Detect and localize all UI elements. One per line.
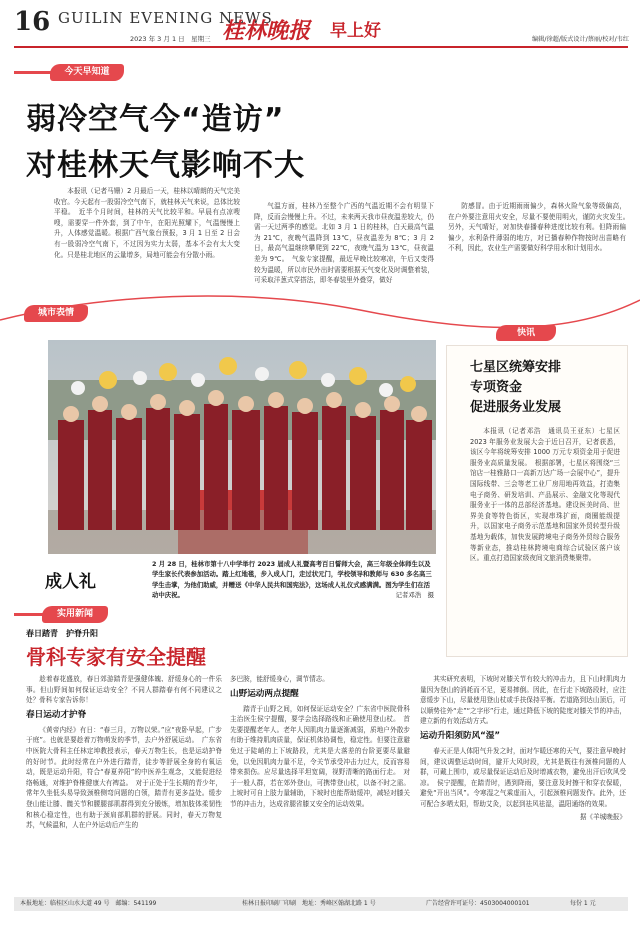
express-headline-line-3: 促进服务业发展 [470,400,562,415]
ceremony-photo [48,340,436,554]
health-paragraph-1: 《黄帝内经》有日：“春三月，万物以荣。”应“夜卧早起，广步于庭”。也就是要趁着万物萌发的季节，去户外舒展运动。 广东省中医院大骨科主任林定坤教授表示，春天万物生长，也是运动护脊的好时节。此时经常在户外进行踏青，徒步等舒展全身的有氧运动，既是运动升阳，符合“春夏养阳”的中医养生观念，又能促进经络畅通，对维护脊椎健康大有裨益。 对于正处于生长期的青少年，常年久坐低头易导致颈椎侧弯问题的白领，踏青有更多益处。缓步登山能让膝、髋关节和腰腿部肌群得到充分锻炼，增加肢体柔韧性和核心稳定性，也有助于颈肩部肌群的舒展。同时，春天万物复苏，气候温和，人在户外运动后产生的 [26,725,222,830]
express-headline [470,358,561,418]
column-tag-practical: 实用新闻 [42,606,108,623]
footer-bar [14,897,628,911]
column-tag-city: 城市表情 [24,305,88,322]
health-subhead-3: 运动升阳须防风“湿” [420,730,501,741]
column-tag-express: 快讯 [496,325,556,341]
express-headline-line-2: 专项资金 [470,380,523,395]
headline-line-1: 弱冷空气今“造访” [26,102,285,137]
express-headline-line-1: 七星区统筹安排 [470,360,562,375]
footer-address: 本报地址：临桂区山水大道 49 号 邮编：541199 [20,900,157,907]
newspaper-logo: 桂林晚报 [222,18,311,44]
photo-credit: 记者邓浩 摄 [395,591,434,600]
photo-title: 成人礼 [45,572,96,592]
article-column-3: 防感冒。由于近期雨雨偏少，森林火险气象等级偏高，在户外要注意用火安全，尽量不要使用明火，谨防火灾发生。 另外，天气晴好，对加快春播春种进度比较有利。但降雨偏偏少，水利条件薄弱的地方，对已播春种作物按时出苗略有不利，因此，农业生产需要做好科学用水和计划用水。 [448,202,633,253]
health-paragraph-2: 踏青于山野之间，如何保证运动安全？广东省中医院骨科主治医生侯宁提醒，要学会选择路线和正确使用登山杖。 首先要提醒老年人。老年人因肌肉力量逐渐减弱，质地户外散步有助于维持肌肉质量，保证机体协调性，稳定性。但要注意避免过于陡峭的上下坡路段，尤其是大落差的台阶更要尽量避免，以免因肌肉力量不足，令关节承受冲击力过大，反而容易带来损伤。应尽量选择平坦宽阔，视野清晰的路面行走。 对于一般人群，若在郊外登山，可携带登山杖，以备不时之需。上坡时可自上肢力量辅助，下坡时也能帮助缓冲，减轻对膝关节的冲击力，达成省腿省膝又安全的运动效果。 [230,704,410,808]
editor-credits: 编辑/徐超/版式设计/蔡丽/校对/韦红 [532,36,630,43]
footer-ad-license: 广告经营许可证号：4503004000101 [426,900,530,907]
article-column-2: 气温方面，桂林乃至整个广西的气温近期不会有明显下降，反而会慢慢上升。不过，未来两天我市昼夜温差较大，仍需一天过两季的感觉。北如 3 月 1 日的桂林，白天最高气温为 21℃，夜晚气温降到 13℃，昼夜温差为 8℃；3 月 2 日，最高气温继续攀爬到 22℃，夜晚气温为 13℃，昼夜温差为 9℃。 气象专家提醒，最近早晚比较寒凉，午后又变得较为温暖，所以市民外出时需要根据天气变化及时调整着装，可采取洋葱式穿搭法，即冬春装里外叠穿，做好 [254,202,434,285]
health-subhead-1: 春日运动才护脊 [26,709,87,720]
caption-text: 2 月 28 日，桂林市第十八中学举行 2023 届成人礼暨高考百日誓师大会，高三年级全体师生以及学生家长代表参加活动。踏上红地毯，步入成人门，走过状元门，学校领导和教师与 630 多名高三学生击掌，为他们助威，并赠送《中华人民共和国宪法》，这场成人礼仪式感满满。图为学生们在活动中庆祝。 [152,560,432,600]
footer-price: 每份 1 元 [570,900,596,907]
health-column-3 [420,674,626,822]
health-column-2 [230,674,410,810]
footer-printer: 桂林日报印刷厂印刷 地址：秀峰区翰湖北路 1 号 [242,900,376,907]
health-credit: 据《羊城晚报》 [579,812,626,821]
health-paragraph-2a: 多巴胺，能舒缓身心，调节情志。 [230,675,329,683]
health-column-1 [26,674,222,831]
health-paragraph-3a: 其实研究表明，下坡时对膝关节有较大的冲击力，且下山时肌肉力量因为登山的消耗而不足，更易摔倒。因此，在行走下坡路段时，应注意缓步下山，尽量使用登山杖或手扶保持平衡。若道路到达山顶后，可以顺势往外“走”“之字形”行走，通过降低下坡的陡度对膝关节的冲击，建立新的有效活动方式。 [420,675,626,726]
article-column-1: 本报讯（记者马姗）2 月最后一天，桂林以晴朗的天气完美收官。今天起有一股弱冷空气南下，就桂林天气来说，总体比较平稳。 近半个月时间，桂林的天气比较平和。早晨有点凉嗖嗖，需要穿一件外套，到了中午，在阳光照耀下，气温慢慢上升，人体感觉温暖。根据广西气象台预报，3 月 1 日至 2 日会有一股弱冷空气南下，不过因为实力太弱，基本不会有太大变化。只是桂北地区的云量增多，局地可能会有分散小雨。 [54,187,240,259]
tag-bar [14,71,54,74]
health-subhead-2: 山野运动两点提醒 [230,688,299,699]
health-paragraph-3: 春天正是人体阳气升发之时，面对乍暖还寒的天气，要注意早晚时间，建议调整运动时间，避开大风时段，尤其是既往有颈椎问题的人群，可戴上围巾，或尽量保证运动后及时增减衣物，避免出汗后吹风受凉。 侯宁提醒，在踏青时，遇到降雨，要注意及时擦干和穿衣保暖，避免“开出当风”。令寒湿之气乘虚而入，引起颈椎问题发作。此外，还可配合多晒太阳，帮助艾灸，以起到祛风祛湿，温阳通络的效果。 [420,746,626,808]
express-body: 本报讯（记者邓浩 通讯员王亚东）七星区 2023 年服务业发展大会于近日召开，记者获悉，该区今年将统筹安排 1000 万元专项资金用于促进服务业高质量发展。 根据部署，七星区将围绕“三馆店一桂雅路口一高新万达广场一会展中心”，提升国际线带、三会等老工业厂房用地再效益，打造集电子商务、研发培训、产品展示、金融文化等现代服务业于一体的总部经济基地。建设医美时尚、世界美食等特色街区，实现串珠扩面，商圈能级提升，以国家电子商务示范基地和国家外贸转型升级基地为载体，加快发展跨境电子商务外贸综合服务等新业态，推动桂林跨境电商综合试验区落户该区。重点打造国家级夜间文旅消费集聚带。 [470,427,620,563]
photo-caption [152,559,434,601]
newspaper-name-en: GUILIN EVENING NEWS [58,9,273,27]
section-title: 早上好 [330,21,381,41]
headline-line-2: 对桂林天气影响不大 [26,148,305,183]
header-rule [14,46,628,48]
issue-date: 2023 年 3 月 1 日 星期三 [130,35,211,43]
health-headline: 骨科专家有安全提醒 [26,645,206,669]
health-subtitle: 春日踏青 护脊升阳 [26,629,98,638]
column-tag-weather: 今天早知道 [50,64,124,81]
page-number: 16 [14,7,51,37]
health-intro: 趁着春花盛放，春日郊游踏青是强健体魄、舒缓身心的一件乐事。但山野间如何保证运动安全？不同人群踏春有何不同建议之处？骨科专家告诉你！ [26,675,222,705]
